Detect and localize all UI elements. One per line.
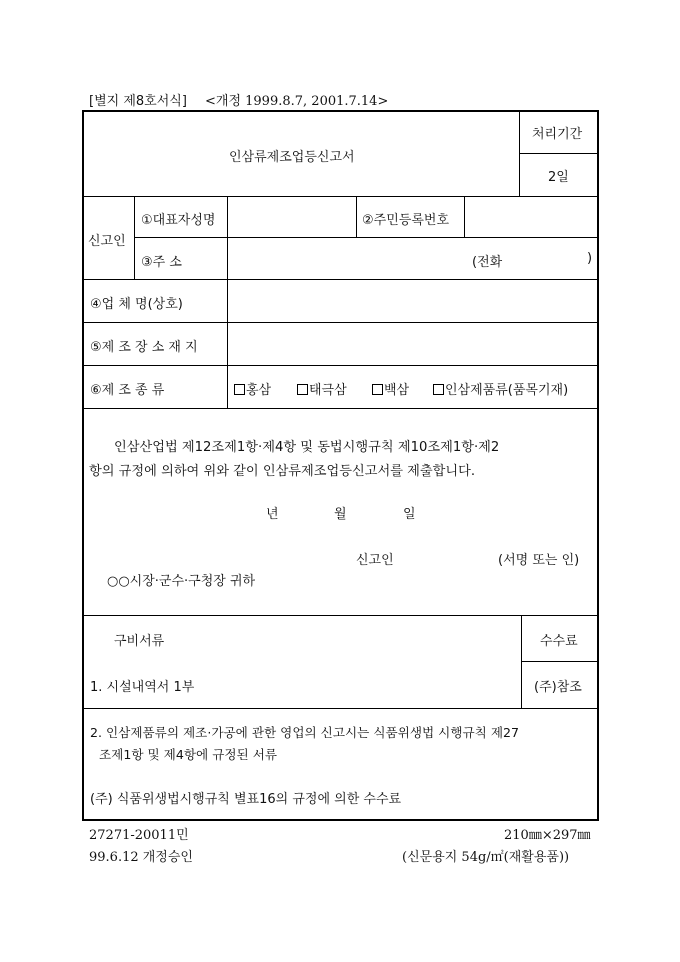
footer-approval: 99.6.12 개정승인 (89, 850, 193, 865)
document-item-1: 1. 시설내역서 1부 (90, 680, 195, 695)
document-item-2-line-2: 조제1항 및 제4항에 규정된 서류 (99, 747, 278, 762)
product-option-taegeuk-ginseng[interactable]: 태극삼 (297, 379, 347, 398)
checkbox-icon (433, 384, 444, 395)
processing-period-label: 처리기간 (532, 127, 583, 142)
checkbox-icon (372, 384, 383, 395)
processing-period-value: 2일 (548, 170, 569, 185)
date-month: 월 (334, 507, 347, 522)
applicant-group-label: 신고인 (88, 234, 126, 249)
checkbox-icon (234, 384, 245, 395)
factory-location-label: ⑤제 조 장 소 재 지 (90, 340, 198, 355)
signer-label: 신고인 (356, 553, 394, 568)
address-label: ③주 소 (141, 255, 182, 270)
date-day: 일 (403, 507, 416, 522)
footer-size: 210㎜×297㎜ (504, 828, 591, 843)
statement-line-1: 인삼산업법 제12조제1항·제4항 및 동법시행규칙 제10조제1항·제2 (114, 440, 500, 455)
product-option-red-ginseng[interactable]: 홍삼 (234, 379, 271, 398)
statement-line-2: 항의 규정에 의하여 위와 같이 인삼류제조업등신고서를 제출합니다. (89, 464, 476, 479)
phone-label: (전화 (472, 255, 503, 270)
signature-hint: (서명 또는 인) (498, 553, 580, 568)
business-name-label: ④업 체 명(상호) (90, 297, 183, 312)
fee-label: 수수료 (540, 634, 578, 649)
product-type-label: ⑥제 조 종 류 (90, 383, 165, 398)
footer-code: 27271-20011민 (89, 828, 189, 843)
document-item-2-line-1: 2. 인삼제품류의 제조·가공에 관한 영업의 신고시는 식품위생법 시행규칙 제27 (90, 725, 520, 740)
date-year: 년 (266, 507, 279, 522)
documents-title: 구비서류 (114, 634, 165, 649)
form-number: [별지 제8호서식] (89, 94, 187, 109)
fee-value: (주)참조 (534, 680, 582, 695)
phone-close: ) (587, 251, 593, 266)
addressee: ○○시장·군수·구청장 귀하 (107, 574, 256, 589)
resident-number-label: ②주민등록번호 (362, 213, 450, 228)
product-option-ginseng-products[interactable]: 인삼제품류(품목기재) (433, 379, 568, 398)
fee-note: (주) 식품위생법시행규칙 별표16의 규정에 의한 수수료 (90, 792, 402, 807)
revision-note: <개정 1999.8.7, 2001.7.14> (205, 94, 389, 109)
product-option-white-ginseng[interactable]: 백삼 (372, 379, 409, 398)
footer-paper: (신문용지 54g/㎡(재활용품)) (402, 850, 570, 865)
checkbox-icon (297, 384, 308, 395)
representative-name-label: ①대표자성명 (141, 213, 216, 228)
form-title: 인삼류제조업등신고서 (229, 150, 355, 165)
